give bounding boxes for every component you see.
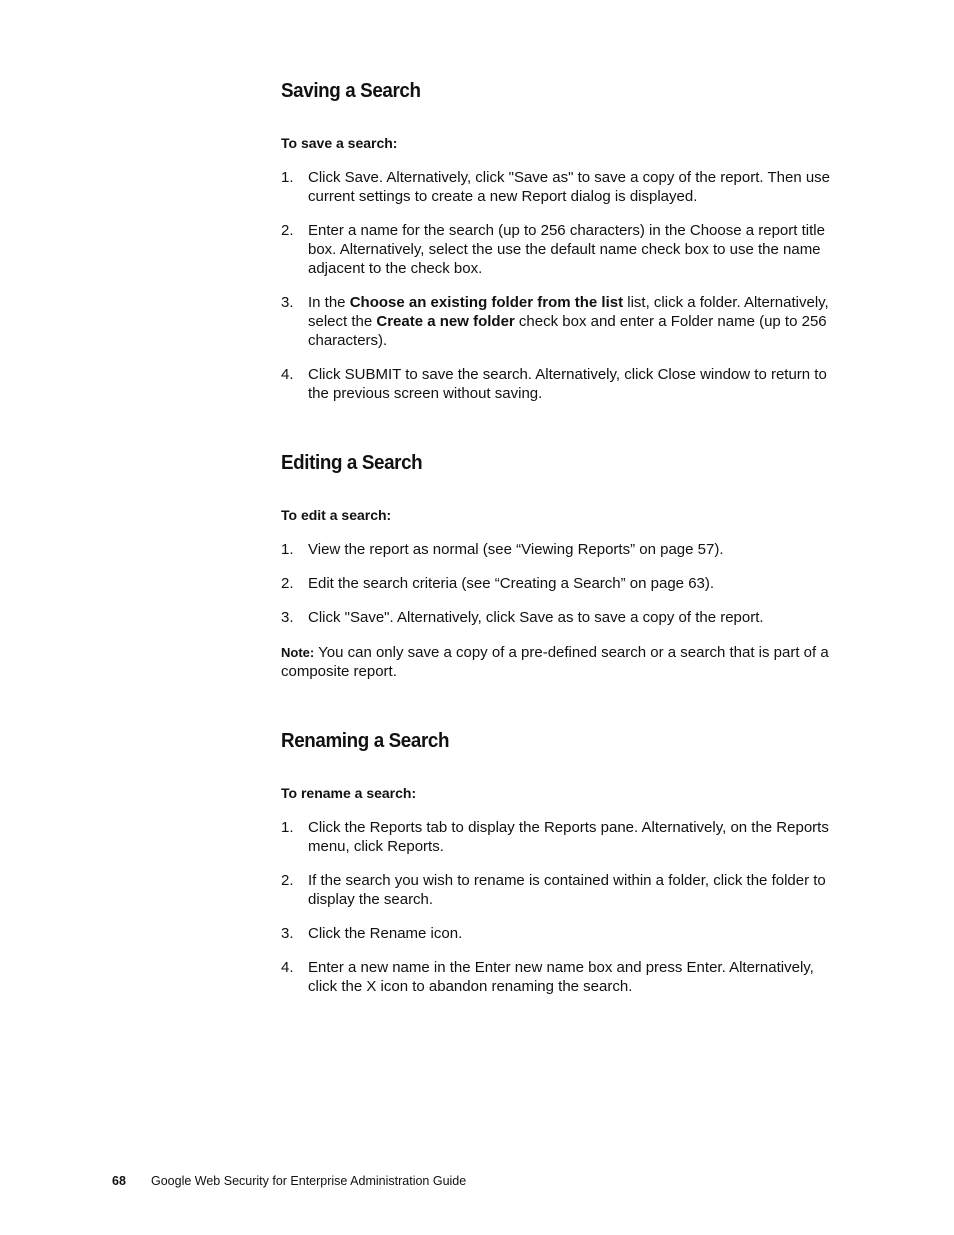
step-number: 2.	[281, 222, 294, 239]
list-item	[281, 221, 846, 278]
step-text-mixed	[308, 293, 846, 350]
section-title-editing: Editing a Search	[281, 452, 423, 474]
list-item	[281, 958, 846, 996]
list-item	[281, 608, 846, 627]
step-number: 3.	[281, 609, 294, 626]
list-item	[281, 365, 846, 403]
note-text: You can only save a copy of a pre-defined search or a search that is part of a composite report.	[281, 644, 829, 680]
step-text: Edit the search criteria (see “Creating a Search” on page 63).	[308, 575, 715, 592]
ui-label-new-folder: Create a new folder	[376, 313, 515, 330]
ui-label-existing-folder: Choose an existing folder from the list	[349, 294, 624, 311]
list-item	[281, 818, 846, 856]
procedure-heading-edit: To edit a search:	[281, 507, 392, 523]
step-text: Click Save. Alternatively, click "Save as" to save a copy of the report. Then use current settings to create a new Report dialog is displayed.	[308, 169, 831, 205]
procedure-heading-rename: To rename a search:	[281, 785, 417, 801]
list-item	[281, 168, 846, 206]
procedure-heading-save: To save a search:	[281, 135, 398, 151]
step-number: 4.	[281, 366, 294, 383]
section-title-saving: Saving a Search	[281, 80, 421, 102]
step-number: 3.	[281, 925, 294, 942]
step-text: Click the Reports tab to display the Reports pane. Alternatively, on the Reports menu, click Reports.	[308, 819, 829, 855]
list-item	[281, 924, 846, 943]
step-number: 2.	[281, 575, 294, 592]
note-label: Note:	[281, 645, 315, 660]
list-item	[281, 293, 846, 350]
step-number: 1.	[281, 819, 294, 836]
step-text: Click the Rename icon.	[308, 925, 463, 942]
footer-guide-title: Google Web Security for Enterprise Administration Guide	[151, 1174, 467, 1188]
step-number: 4.	[281, 959, 294, 976]
step-text: Enter a name for the search (up to 256 characters) in the Choose a report title box. Alternatively, select the use the default name check box to use the name adjacent to the check box.	[308, 222, 825, 277]
list-item	[281, 574, 846, 593]
list-item	[281, 871, 846, 909]
step-text: Click "Save". Alternatively, click Save as to save a copy of the report.	[308, 609, 764, 626]
step-number: 3.	[281, 294, 294, 311]
step-text-mid: list, click a folder. Alternatively, select the	[308, 294, 829, 330]
page-number: 68	[112, 1174, 126, 1188]
section-title-renaming: Renaming a Search	[281, 730, 450, 752]
step-number: 2.	[281, 872, 294, 889]
step-number: 1.	[281, 169, 294, 186]
step-text: Enter a new name in the Enter new name box and press Enter. Alternatively, click the X icon to abandon renaming the search.	[308, 959, 814, 995]
step-text: If the search you wish to rename is contained within a folder, click the folder to display the search.	[308, 872, 826, 908]
step-text: View the report as normal (see “Viewing Reports” on page 57).	[308, 541, 724, 558]
step-text-pre: In the	[308, 294, 350, 311]
step-text-post: check box and enter a Folder name (up to 256 characters).	[308, 313, 827, 349]
step-text: Click SUBMIT to save the search. Alternatively, click Close window to return to the previous screen without saving.	[308, 366, 827, 402]
step-number: 1.	[281, 541, 294, 558]
note	[281, 643, 846, 681]
list-item	[281, 540, 846, 559]
